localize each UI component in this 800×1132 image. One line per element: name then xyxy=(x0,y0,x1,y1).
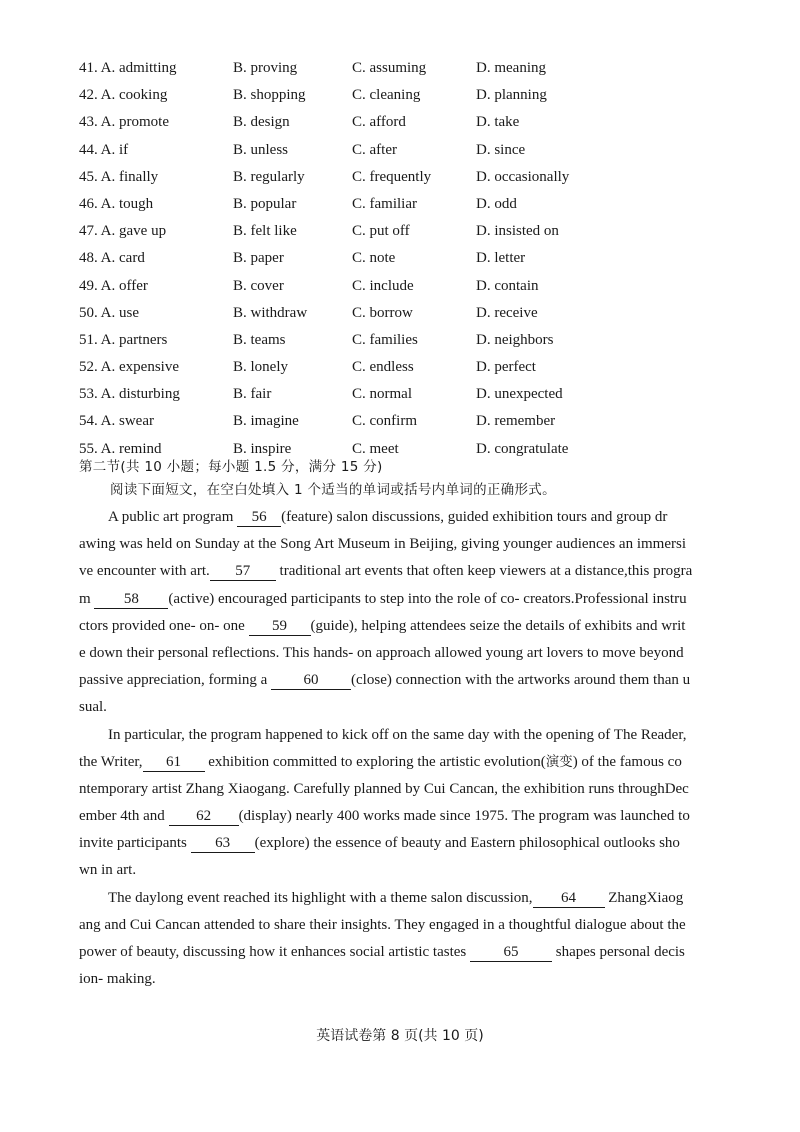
option-c: C. endless xyxy=(352,359,414,376)
page-footer: 英语试卷第 8 页(共 10 页) xyxy=(316,1028,484,1044)
option-d: D. letter xyxy=(476,250,526,267)
option-a: 41. A. admitting xyxy=(79,60,177,76)
option-a: 48. A. card xyxy=(79,250,145,267)
passage-line xyxy=(79,505,739,532)
option-a: 55. A. remind xyxy=(79,440,162,457)
blank-60: 60 xyxy=(271,671,351,690)
option-a: 49. A. offer xyxy=(79,277,148,294)
option-c: C. familiar xyxy=(352,195,417,212)
option-row xyxy=(79,329,759,356)
option-c: C. meet xyxy=(352,440,399,457)
text: (guide), helping attendees seize the details of exhibits and writ xyxy=(310,617,686,634)
option-c: C. normal xyxy=(352,386,412,403)
option-row xyxy=(79,302,759,329)
option-a: 47. A. gave up xyxy=(79,223,167,240)
answer-options-table xyxy=(79,57,759,465)
text: (close) connection with the artworks around them than u xyxy=(351,672,691,689)
option-c: C. confirm xyxy=(352,413,417,430)
option-b: B. fair xyxy=(233,386,272,403)
passage-line: ion- making. xyxy=(79,971,156,988)
option-a: 43. A. promote xyxy=(79,114,169,131)
option-d: D. odd xyxy=(476,195,517,212)
option-c: C. put off xyxy=(352,223,410,240)
option-d: D. occasionally xyxy=(476,168,570,185)
option-c: C. assuming xyxy=(352,60,427,76)
option-d: D. congratulate xyxy=(476,440,569,457)
option-b: B. cover xyxy=(233,277,284,294)
passage-line: In particular, the program happened to kick off on the same day with the opening of The Reader, xyxy=(108,726,687,743)
option-b: B. popular xyxy=(233,195,297,212)
text: passive appreciation, forming a xyxy=(79,672,272,689)
text: ctors provided one- on- one xyxy=(79,617,249,634)
option-b: B. imagine xyxy=(233,413,299,430)
option-row xyxy=(79,410,759,437)
text: the Writer, xyxy=(79,753,143,770)
text: exhibition committed to exploring the artistic evolution( xyxy=(204,753,546,770)
passage-line: sual. xyxy=(79,699,107,716)
option-b: B. inspire xyxy=(233,440,292,457)
option-a: 52. A. expensive xyxy=(79,359,179,376)
passage xyxy=(79,505,739,994)
option-d: D. insisted on xyxy=(476,223,559,240)
passage-line xyxy=(79,587,739,614)
passage-line xyxy=(79,940,739,967)
option-a: 54. A. swear xyxy=(79,413,154,430)
option-c: C. include xyxy=(352,277,414,294)
blank-62: 62 xyxy=(169,807,239,826)
option-d: D. since xyxy=(476,141,526,158)
option-d: D. planning xyxy=(476,87,547,104)
text: traditional art events that often keep viewers at a distance,this progra xyxy=(275,563,693,580)
option-d: D. remember xyxy=(476,413,556,430)
option-b: B. proving xyxy=(233,60,298,76)
option-row xyxy=(79,166,759,193)
text: m xyxy=(79,590,95,607)
passage-line xyxy=(79,614,739,641)
text: shapes personal decis xyxy=(552,944,685,960)
option-b: B. felt like xyxy=(233,223,297,240)
option-c: C. borrow xyxy=(352,304,413,321)
passage-line xyxy=(79,831,739,858)
option-b: B. shopping xyxy=(233,87,306,104)
text: The daylong event reached its highlight with a theme salon discussion, xyxy=(108,889,533,906)
option-d: D. neighbors xyxy=(476,331,554,348)
passage-line: awing was held on Sunday at the Song Art Museum in Beijing, giving younger audiences an immersi xyxy=(79,536,686,553)
text: ember 4th and xyxy=(79,808,169,825)
text: invite participants xyxy=(79,835,191,852)
option-row xyxy=(79,111,759,138)
blank-57: 57 xyxy=(210,562,276,581)
option-d: D. receive xyxy=(476,304,538,321)
option-row xyxy=(79,275,759,302)
text: (active) encouraged participants to step into the role of co- creators.Professional instru xyxy=(168,590,687,607)
option-b: B. paper xyxy=(233,250,284,267)
passage-line: e down their personal reflections. This hands- on approach allowed young art lovers to move beyond xyxy=(79,644,684,661)
blank-61: 61 xyxy=(143,753,205,772)
option-c: C. note xyxy=(352,250,396,267)
passage-line xyxy=(79,750,739,777)
option-c: C. families xyxy=(352,331,418,348)
blank-64: 64 xyxy=(533,889,605,908)
option-d: D. contain xyxy=(476,277,539,294)
blank-56: 56 xyxy=(237,508,281,527)
option-b: B. teams xyxy=(233,331,286,348)
passage-line: ntemporary artist Zhang Xiaogang. Carefully planned by Cui Cancan, the exhibition runs throughDec xyxy=(79,780,689,797)
text: ve encounter with art. xyxy=(79,563,210,580)
option-c: C. frequently xyxy=(352,168,432,185)
passage-line xyxy=(79,886,739,913)
text: ) of the famous co xyxy=(572,753,682,770)
section-instruction: 阅读下面短文，在空白处填入 1 个适当的单词或括号内单词的正确形式。 xyxy=(110,482,556,498)
option-a: 44. A. if xyxy=(79,141,129,158)
passage-line xyxy=(79,804,739,831)
passage-line xyxy=(79,559,739,586)
text: A public art program xyxy=(108,509,238,525)
blank-59: 59 xyxy=(249,617,311,636)
option-d: D. meaning xyxy=(476,60,546,76)
text: (explore) the essence of beauty and Eastern philosophical outlooks sho xyxy=(254,835,680,852)
section-title: 第二节(共 10 小题；每小题 1.5 分，满分 15 分) xyxy=(79,459,383,475)
option-d: D. unexpected xyxy=(476,386,563,403)
option-row xyxy=(79,356,759,383)
option-c: C. afford xyxy=(352,114,406,131)
option-d: D. take xyxy=(476,114,520,131)
option-a: 51. A. partners xyxy=(79,331,168,348)
passage-line xyxy=(79,668,739,695)
option-a: 45. A. finally xyxy=(79,168,159,185)
option-d: D. perfect xyxy=(476,359,536,376)
passage-line: wn in art. xyxy=(79,862,137,879)
option-b: B. unless xyxy=(233,141,289,158)
option-c: C. cleaning xyxy=(352,87,421,104)
option-c: C. after xyxy=(352,141,397,158)
option-a: 42. A. cooking xyxy=(79,87,168,104)
option-a: 53. A. disturbing xyxy=(79,386,180,403)
text: (feature) salon discussions, guided exhibition tours and group dr xyxy=(281,509,668,525)
option-a: 46. A. tough xyxy=(79,195,154,212)
option-b: B. withdraw xyxy=(233,304,308,321)
option-row xyxy=(79,247,759,274)
text: power of beauty, discussing how it enhances social artistic tastes xyxy=(79,944,471,960)
blank-63: 63 xyxy=(191,834,255,853)
option-b: B. design xyxy=(233,114,290,131)
passage-line: ang and Cui Cancan attended to share their insights. They engaged in a thoughtful dialogue about the xyxy=(79,916,686,933)
option-b: B. lonely xyxy=(233,359,288,376)
option-row xyxy=(79,220,759,247)
option-row xyxy=(79,193,759,220)
text: ZhangXiaog xyxy=(604,889,684,906)
option-b: B. regularly xyxy=(233,168,305,185)
option-a: 50. A. use xyxy=(79,304,139,321)
option-row xyxy=(79,57,759,84)
option-row xyxy=(79,139,759,166)
option-row xyxy=(79,84,759,111)
text: (display) nearly 400 works made since 1975. The program was launched to xyxy=(238,808,690,825)
blank-58: 58 xyxy=(94,590,168,609)
chinese-gloss: 演变 xyxy=(545,753,573,770)
option-row xyxy=(79,383,759,410)
blank-65: 65 xyxy=(470,943,552,962)
